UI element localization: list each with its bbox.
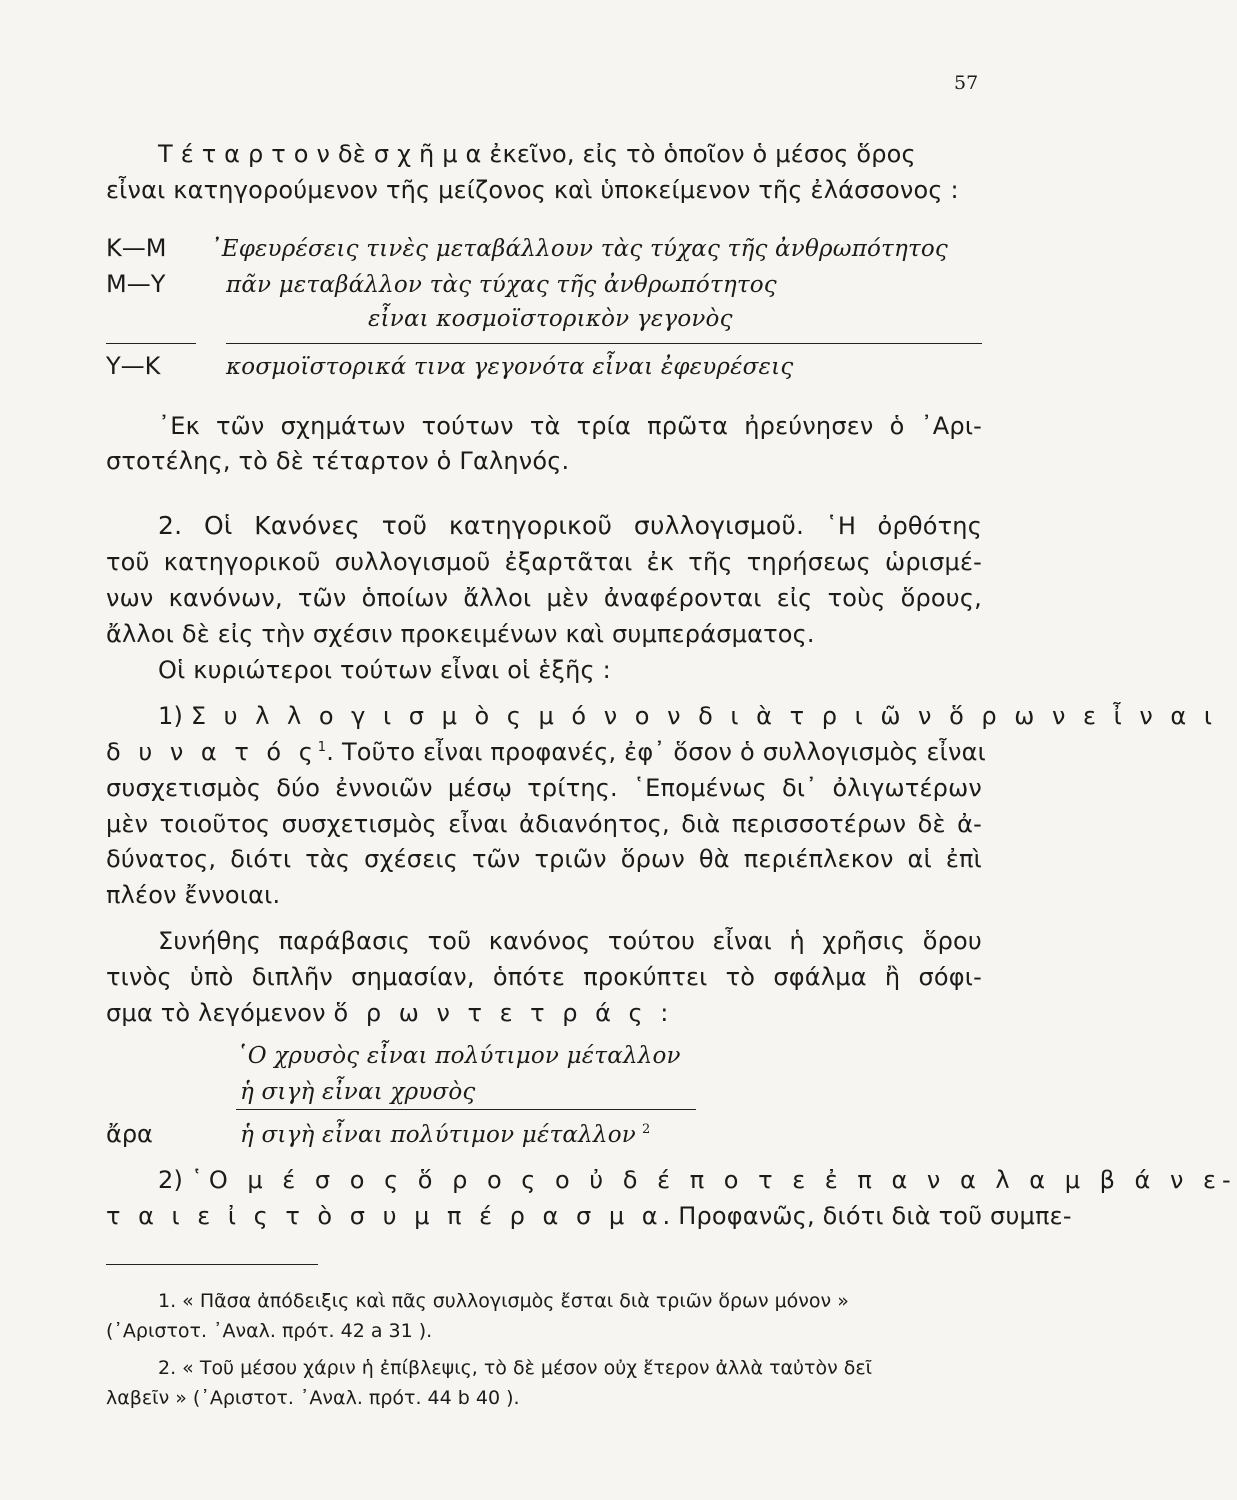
section-heading: 2. Οἱ Κανόνες τοῦ κατηγορικοῦ συλλογισμοῦ. [158, 511, 805, 540]
label-my: Μ—Υ [106, 270, 166, 298]
para2-line2: στοτέλης, τὸ δὲ τέταρτον ὁ Γαληνός. [106, 447, 570, 475]
para4-line1: Συνήθης παράβασις τοῦ κανόνος τούτου εἶναι ἡ χρῆσις ὅρου [158, 927, 982, 955]
section2-line3: νων κανόνων, τῶν ὁποίων ἄλλοι μὲν ἀναφέρονται εἰς τοὺς ὅρους, [106, 584, 982, 612]
footnote-2-line2: λαβεῖν » (᾿Αριστοτ. ᾿Αναλ. πρότ. 44 b 40 ). [106, 1387, 520, 1409]
term-oron-tetras: ὅ ρ ω ν τ ε τ ρ ά ς : [333, 999, 674, 1027]
rule1-line1 [158, 700, 1217, 732]
footnote-2-line1: 2. « Τοῦ μέσου χάριν ἡ ἐπίβλεψις, τὸ δὲ μέσον οὐχ ἕτερον ἀλλὰ ταὐτὸν δεῖ [158, 1357, 873, 1379]
label-km: Κ—Μ [106, 234, 167, 262]
page-number: 57 [954, 72, 979, 94]
divider-short [106, 343, 196, 344]
rule-number: 2) [158, 1166, 184, 1194]
rule1-line2 [106, 736, 986, 768]
rule1-line5: δύνατος, διότι τὰς σχέσεις τῶν τριῶν ὅρων θὰ περιέπλεκον αἱ ἐπὶ [106, 845, 982, 873]
para4-line2: τινὸς ὑπὸ διπλῆν σημασίαν, ὁπότε προκύπτει τὸ σφάλμα ἢ σόφι- [106, 963, 982, 991]
text: ἐκεῖνο, εἰς τὸ ὁποῖον ὁ μέσος ὅρος [489, 140, 916, 168]
premise-major: ᾿Εφευρέσεις τινὲς μεταβάλλουν τὰς τύχας τῆς ἀνθρωπότητος [210, 236, 949, 262]
rule1-line6: πλέον ἔννοιαι. [106, 881, 281, 909]
section2-line4: ἄλλοι δὲ εἰς τὴν σχέσιν προκειμένων καὶ συμπεράσματος. [106, 620, 815, 648]
example-premise-minor: ἡ σιγὴ εἶναι χρυσὸς [240, 1079, 476, 1105]
footnote-1-line2: (᾿Αριστοτ. ᾿Αναλ. πρότ. 42 a 31 ). [106, 1320, 433, 1342]
rule2-line2 [106, 1200, 1072, 1232]
footnote-separator [106, 1264, 318, 1265]
section2-line1 [158, 510, 982, 542]
rule2-statement-end: τ α ι ε ἰ ς τ ὸ σ υ μ π έ ρ α σ μ α [106, 1202, 663, 1230]
premise-minor-cont: εἶναι κοσμοϊστορικὸν γεγονὸς [368, 306, 733, 332]
footnote-ref-2: 2 [641, 1122, 651, 1138]
term-schema: σ χ ῆ μ α [373, 140, 482, 168]
label-yk: Υ—Κ [106, 352, 161, 380]
term-tetarton: Τ έ τ α ρ τ ο ν [158, 140, 331, 168]
para2-line1: ᾿Εκ τῶν σχημάτων τούτων τὰ τρία πρῶτα ἠρεύνησεν ὁ ᾿Αρι- [158, 412, 982, 440]
para4-line3 [106, 997, 673, 1029]
footnote-1-line1: 1. « Πᾶσα ἀπόδειξις καὶ πᾶς συλλογισμὸς ἔσται διὰ τριῶν ὅρων μόνον » [158, 1290, 849, 1312]
text: ἡ σιγὴ εἶναι πολύτιμον μέταλλον [240, 1122, 636, 1148]
example-premise-major: ῾Ο χρυσὸς εἶναι πολύτιμον μέταλλον [236, 1043, 681, 1069]
conclusion: κοσμοϊστορικά τινα γεγονότα εἶναι ἐφευρέσεις [226, 354, 794, 380]
ara-label: ἄρα [106, 1120, 153, 1148]
text: ῾Η ὀρθότης [825, 512, 982, 540]
premise-minor: πᾶν μεταβάλλον τὰς τύχας τῆς ἀνθρωπότητος [226, 272, 777, 298]
para1-line1 [158, 138, 916, 170]
rule1-statement-end: δ υ ν α τ ό ς [106, 738, 318, 766]
rule1-line4: μὲν τοιοῦτος συσχετισμὸς εἶναι ἀδιανόητος, διὰ περισσοτέρων δὲ ἀ- [106, 810, 982, 838]
text: σμα τὸ λεγόμενον [106, 999, 326, 1027]
rule1-statement: Σ υ λ λ ο γ ι σ μ ὸ ς μ ό ν ο ν δ ι ὰ τ ρ ι ῶ ν ὅ ρ ω ν ε ἶ ν α ι [190, 702, 1217, 730]
text: . Τοῦτο εἶναι προφανές, ἐφ᾿ ὅσον ὁ συλλογισμὸς εἶναι [326, 738, 986, 766]
para3-line1: Οἱ κυριώτεροι τούτων εἶναι οἱ ἑξῆς : [158, 656, 611, 684]
divider-long [226, 343, 982, 344]
example-conclusion [240, 1119, 650, 1151]
text: δὲ [337, 140, 366, 168]
text: . Προφανῶς, διότι διὰ τοῦ συμπε- [662, 1202, 1072, 1230]
rule2-line1 [158, 1164, 1237, 1196]
footnote-ref-1: 1 [317, 740, 327, 755]
rule1-line3: συσχετισμὸς δύο ἐννοιῶν μέσῳ τρίτης. ῾Επομένως δι᾿ ὀλιγωτέρων [106, 774, 982, 802]
rule2-statement: ῾Ο μ έ σ ο ς ὅ ρ ο ς ο ὐ δ έ π ο τ ε ἐ π α ν α λ α μ β ά ν ε- [190, 1166, 1237, 1194]
para1-line2: εἶναι κατηγορούμενον τῆς μείζονος καὶ ὑποκείμενον τῆς ἐλάσσονος : [106, 176, 959, 204]
rule-number: 1) [158, 702, 184, 730]
section2-line2: τοῦ κατηγορικοῦ συλλογισμοῦ ἐξαρτᾶται ἐκ τῆς τηρήσεως ὡρισμέ- [106, 548, 982, 576]
example-divider [236, 1109, 696, 1110]
